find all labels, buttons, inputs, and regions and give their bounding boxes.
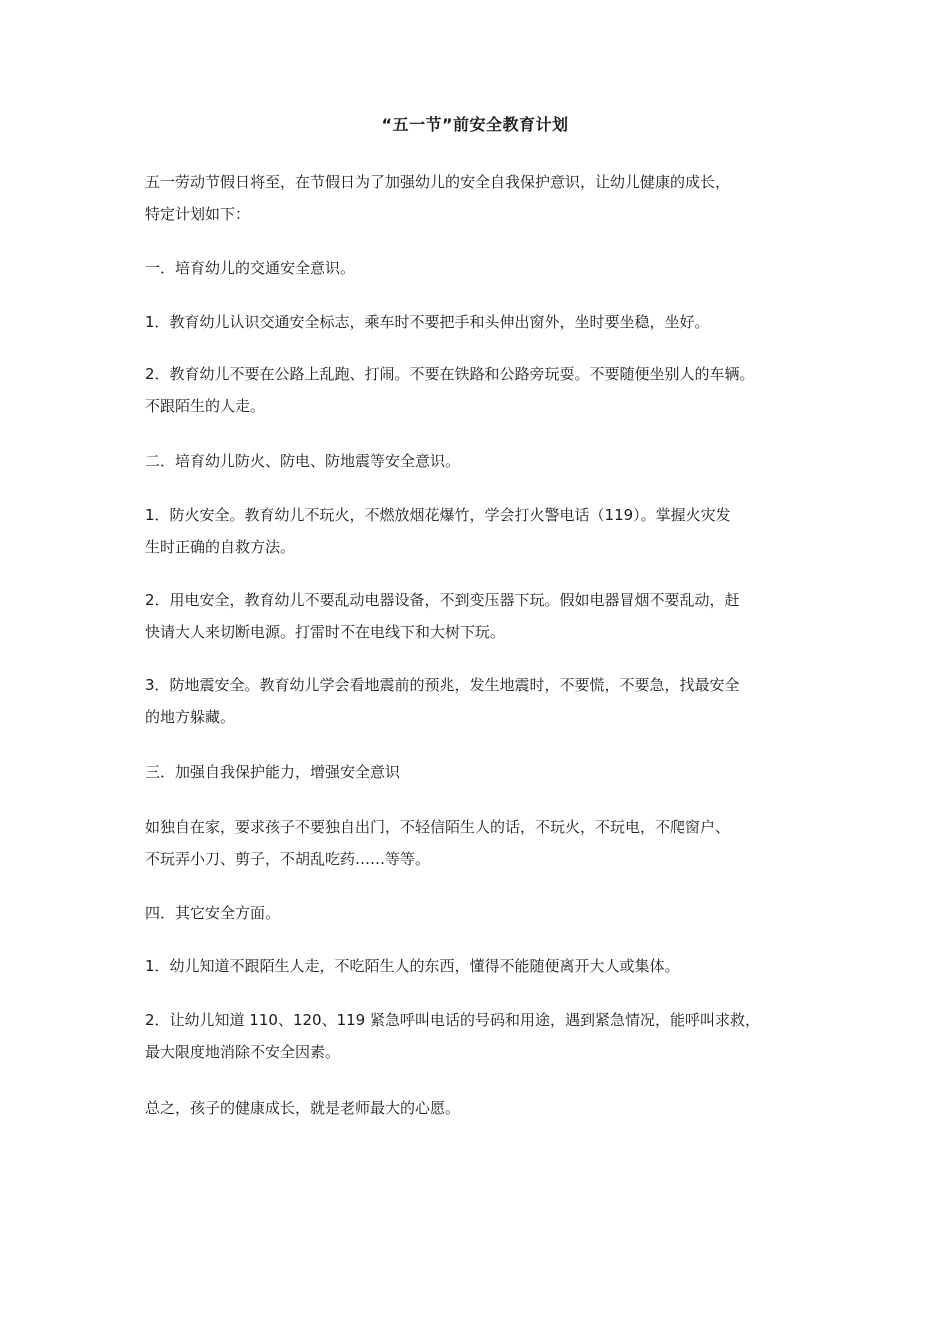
heading-line: 二．培育幼儿防火、防电、防地震等安全意识。 — [145, 452, 461, 470]
section-2-item-2 — [145, 584, 825, 648]
section-1-item-2 — [145, 358, 825, 422]
paragraph-line: 最大限度地消除不安全因素。 — [145, 1043, 341, 1061]
paragraph-line: 2．让幼儿知道 110、120、119 紧急呼叫电话的号码和用途，遇到紧急情况，能呼叫求救， — [145, 1011, 760, 1029]
section-1-item-1 — [145, 306, 825, 338]
section-2-item-1 — [145, 499, 825, 563]
section-3-paragraph — [145, 811, 825, 875]
document-title: “五一节”前安全教育计划 — [381, 115, 569, 134]
section-4-item-2 — [145, 1004, 825, 1068]
paragraph-line: 五一劳动节假日将至，在节假日为了加强幼儿的安全自我保护意识，让幼儿健康的成长， — [145, 173, 731, 191]
section-heading-2 — [145, 445, 825, 477]
intro-paragraph — [145, 166, 825, 230]
paragraph-line: 如独自在家，要求孩子不要独自出门，不轻信陌生人的话，不玩火，不玩电，不爬窗户、 — [145, 818, 731, 836]
heading-line: 一．培育幼儿的交通安全意识。 — [145, 259, 356, 277]
section-heading-4 — [145, 897, 825, 929]
paragraph-line: 快请大人来切断电源。打雷时不在电线下和大树下玩。 — [145, 623, 506, 641]
paragraph-line: 1．幼儿知道不跟陌生人走，不吃陌生人的东西，懂得不能随便离开大人或集体。 — [145, 957, 680, 975]
paragraph-line: 2．用电安全，教育幼儿不要乱动电器设备，不到变压器下玩。假如电器冒烟不要乱动，赶 — [145, 591, 740, 609]
section-heading-1 — [145, 252, 825, 284]
heading-line: 三．加强自我保护能力，增强安全意识 — [145, 763, 401, 781]
conclusion-paragraph — [145, 1092, 825, 1124]
paragraph-line: 的地方躲藏。 — [145, 708, 236, 726]
paragraph-line: 特定计划如下： — [145, 205, 251, 223]
paragraph-line: 1．教育幼儿认识交通安全标志，乘车时不要把手和头伸出窗外，坐时要坐稳，坐好。 — [145, 313, 710, 331]
section-2-item-3 — [145, 669, 825, 733]
paragraph-line: 3．防地震安全。教育幼儿学会看地震前的预兆，发生地震时，不要慌，不要急，找最安全 — [145, 676, 740, 694]
section-4-item-1 — [145, 950, 825, 982]
paragraph-line: 2．教育幼儿不要在公路上乱跑、打闹。不要在铁路和公路旁玩耍。不要随便坐别人的车辆。 — [145, 365, 755, 383]
paragraph-line: 总之，孩子的健康成长，就是老师最大的心愿。 — [145, 1099, 461, 1117]
paragraph-line: 生时正确的自救方法。 — [145, 538, 296, 556]
paragraph-line: 不跟陌生的人走。 — [145, 397, 266, 415]
paragraph-line: 不玩弄小刀、剪子，不胡乱吃药……等等。 — [145, 850, 431, 868]
section-heading-3 — [145, 756, 825, 788]
heading-line: 四．其它安全方面。 — [145, 904, 281, 922]
paragraph-line: 1．防火安全。教育幼儿不玩火，不燃放烟花爆竹，学会打火警电话（119）。掌握火灾发 — [145, 506, 731, 524]
